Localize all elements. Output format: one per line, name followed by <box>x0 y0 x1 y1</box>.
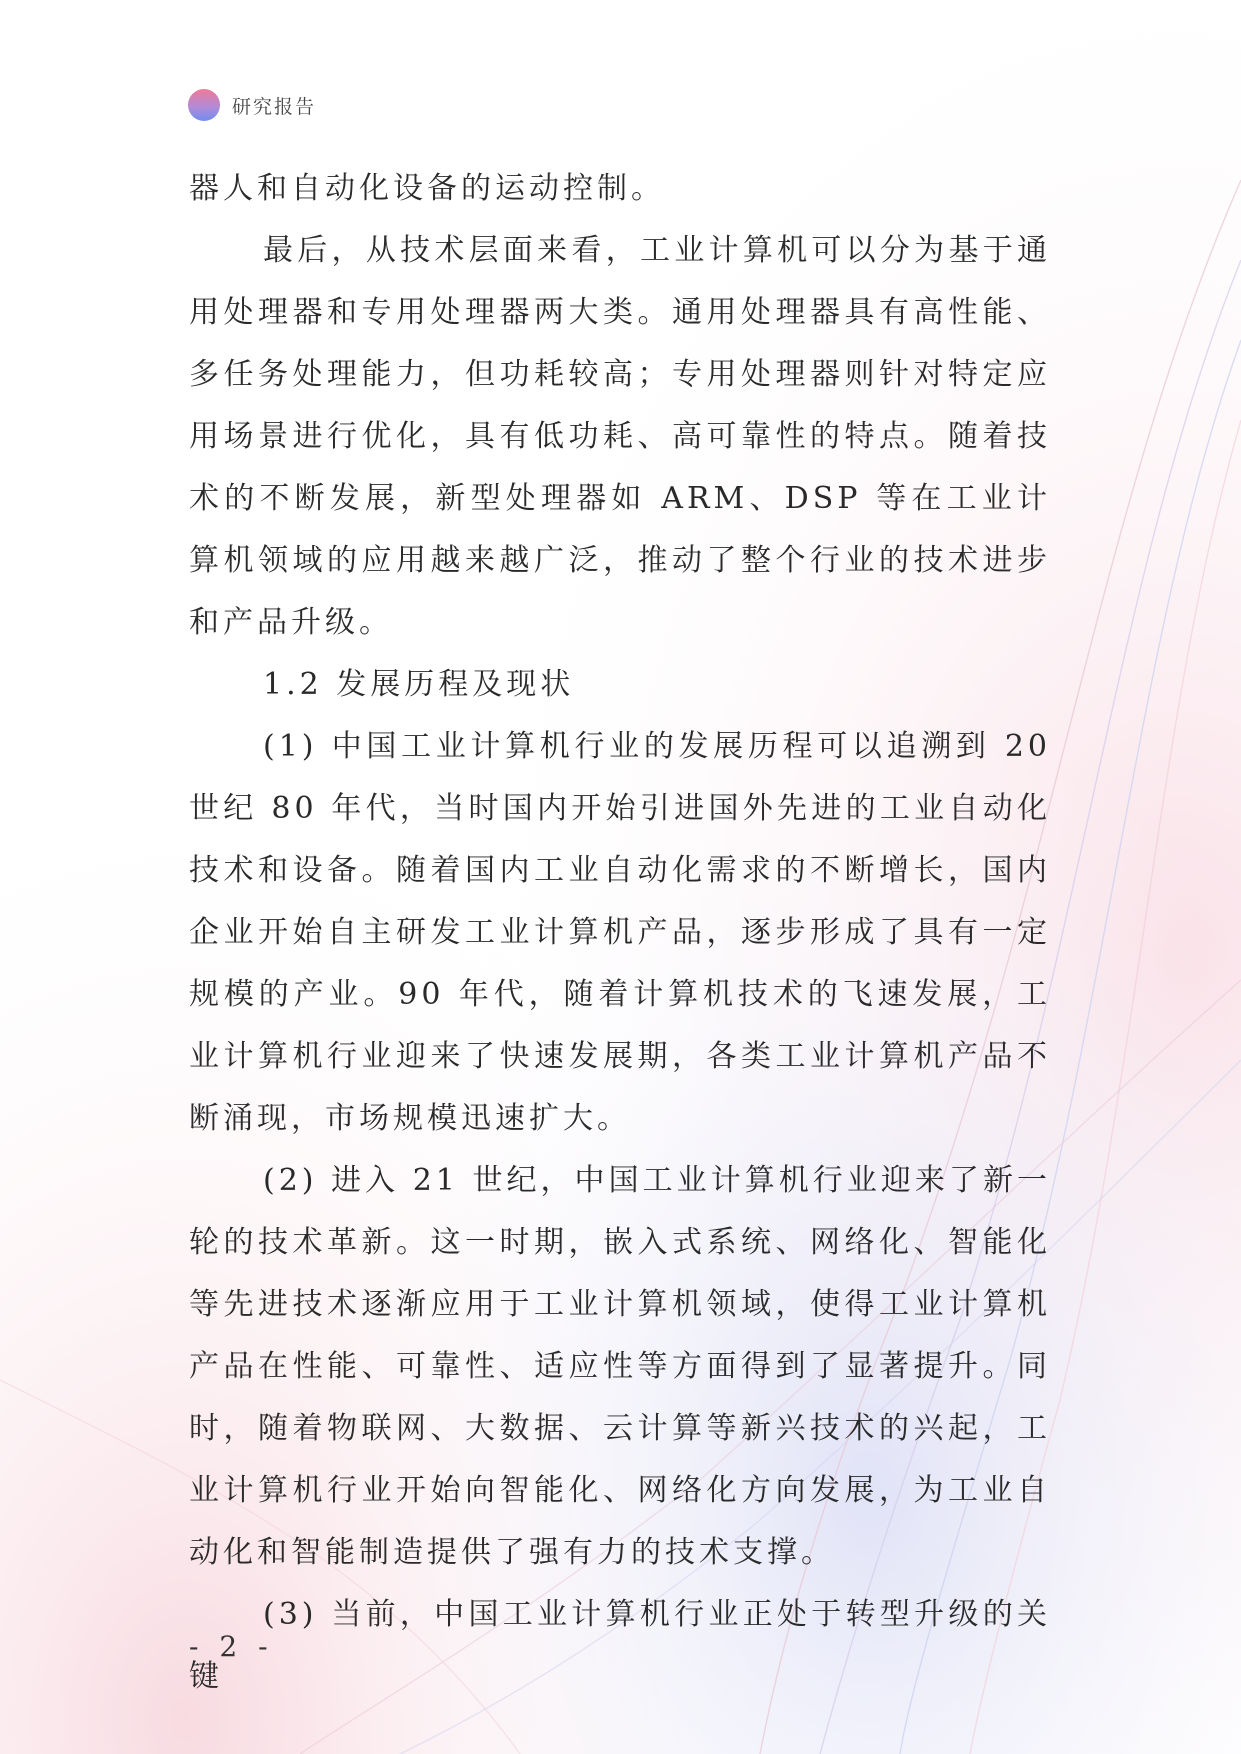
report-logo-icon <box>188 89 220 121</box>
paragraph-history-1: (1) 中国工业计算机行业的发展历程可以追溯到 20 世纪 80 年代，当时国内开始引进国外先进的工业自动化技术和设备。随着国内工业自动化需求的不断增长，国内企业开始自主研发工业计算机产品，逐步形成了具有一定规模的产业。90 年代，随着计算机技术的飞速发展，工业计算机行业迎来了快速发展期，各类工业计算机产品不断涌现，市场规模迅速扩大。 <box>189 729 1051 1136</box>
section-heading: 1.2 发展历程及现状 <box>263 667 575 702</box>
paragraph-processor-types: 最后，从技术层面来看，工业计算机可以分为基于通用处理器和专用处理器两大类。通用处理器具有高性能、多任务处理能力，但功耗较高；专用处理器则针对特定应用场景进行优化，具有低功耗、高可靠性的特点。随着技术的不断发展，新型处理器如 ARM、DSP 等在工业计算机领域的应用越来越广泛，推动了整个行业的技术进步和产品升级。 <box>189 233 1051 640</box>
document-body <box>189 158 1051 1708</box>
paragraph-history-3: (3) 当前，中国工业计算机行业正处于转型升级的关键 <box>189 1597 1051 1694</box>
page-number: - 2 - <box>189 1630 274 1663</box>
report-header-title: 研究报告 <box>232 95 317 118</box>
paragraph-history-2: (2) 进入 21 世纪，中国工业计算机行业迎来了新一轮的技术革新。这一时期，嵌入式系统、网络化、智能化等先进技术逐渐应用于工业计算机领域，使得工业计算机产品在性能、可靠性、适应性等方面得到了显著提升。同时，随着物联网、大数据、云计算等新兴技术的兴起，工业计算机行业开始向智能化、网络化方向发展，为工业自动化和智能制造提供了强有力的技术支撑。 <box>189 1163 1051 1570</box>
report-header <box>188 88 316 122</box>
paragraph-continuation: 器人和自动化设备的运动控制。 <box>189 171 665 206</box>
